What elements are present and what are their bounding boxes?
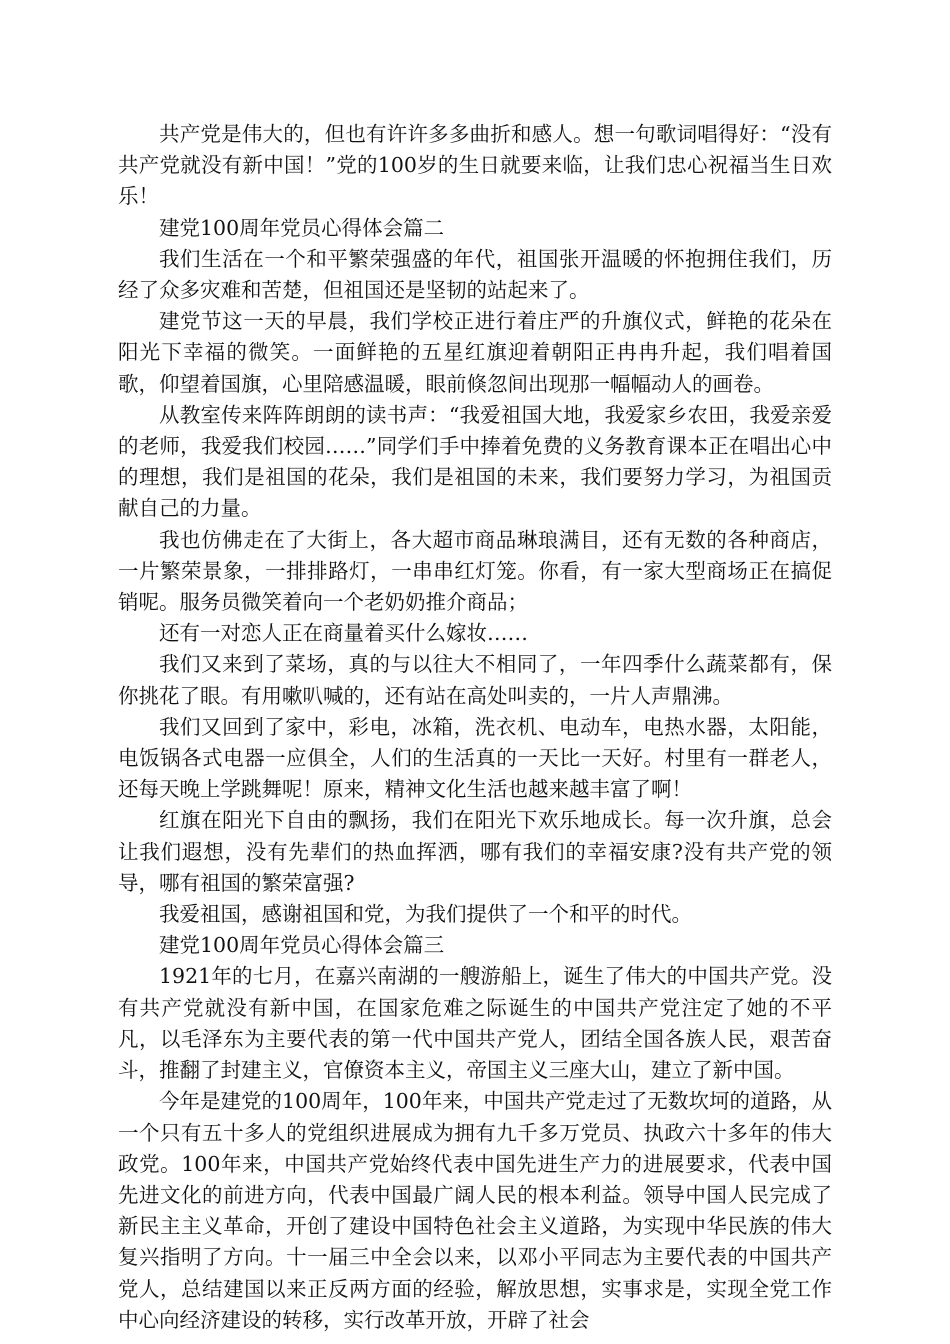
paragraph: 今年是建党的100周年，100年来，中国共产党走过了无数坎坷的道路，从一个只有五十多人的党组织进展成为拥有九千多万党员、执政六十多年的伟大政党。100年来，中国共产党始终代表中国先进生产力的进展要求，代表中国先进文化的前进方向，代表中国最广阔人民的根本利益。领导中国人民完成了新民主主义革命，开创了建设中国特色社会主义道路，为实现中华民族的伟大复兴指明了方向。十一届三中全会以来，以邓小平同志为主要代表的中国共产党人，总结建国以来正反两方面的经验，解放思想，实事求是，实现全党工作中心向经济建设的转移，实行改革开放，开辟了社会 [118,1089,832,1332]
paragraph: 建党节这一天的早晨，我们学校正进行着庄严的升旗仪式，鲜艳的花朵在阳光下幸福的微笑。一面鲜艳的五星红旗迎着朝阳正冉冉升起，我们唱着国歌，仰望着国旗，心里陪感温暖，眼前倏忽间出现那一幅幅动人的画卷。 [118,309,832,396]
paragraph: 我爱祖国，感谢祖国和党，为我们提供了一个和平的时代。 [159,902,692,927]
paragraph: 我们生活在一个和平繁荣强盛的年代，祖国张开温暖的怀抱拥住我们，历经了众多灾难和苦楚，但祖国还是坚韧的站起来了。 [118,246,832,303]
paragraph: 还有一对恋人正在商量着买什么嫁妆…… [159,621,528,646]
section-heading: 建党100周年党员心得体会篇三 [159,933,445,958]
paragraph: 我们又回到了家中，彩电，冰箱，洗衣机、电动车，电热水器，太阳能，电饭锅各式电器一应俱全，人们的生活真的一天比一天好。村里有一群老人，还每天晚上学跳舞呢！原来，精神文化生活也越来越丰富了啊！ [118,714,832,802]
paragraph: 我们又来到了菜场，真的与以往大不相同了，一年四季什么蔬菜都有，保你挑花了眼。有用嗽叭喊的，还有站在高处叫卖的，一片人声鼎沸。 [118,652,832,708]
paragraph: 共产党是伟大的，但也有许许多多曲折和感人。想一句歌词唱得好：“没有共产党就没有新中国！”党的100岁的生日就要来临，让我们忠心祝福当生日欢乐！ [118,122,832,209]
document-body [118,119,832,1336]
section-heading: 建党100周年党员心得体会篇二 [159,215,445,240]
paragraph: 从教室传来阵阵朗朗的读书声：“我爱祖国大地，我爱家乡农田，我爱亲爱的老师，我爱我们校园……”同学们手中捧着免费的义务教育课本正在唱出心中的理想，我们是祖国的花朵，我们是祖国的未来，我们要努力学习，为祖国贡献自己的力量。 [118,402,832,521]
paragraph: 1921年的七月，在嘉兴南湖的一艘游船上，诞生了伟大的中国共产党。没有共产党就没有新中国，在国家危难之际诞生的中国共产党注定了她的不平凡，以毛泽东为主要代表的第一代中国共产党人，团结全国各族人民，艰苦奋斗，推翻了封建主义，官僚资本主义，帝国主义三座大山，建立了新中国。 [118,964,832,1083]
paragraph: 红旗在阳光下自由的飘扬，我们在阳光下欢乐地成长。每一次升旗，总会让我们遐想，没有先辈们的热血挥洒，哪有我们的幸福安康?没有共产党的领导，哪有祖国的繁荣富强? [118,808,832,895]
paragraph: 我也仿佛走在了大街上，各大超市商品琳琅满目，还有无数的各种商店，一片繁荣景象，一排排路灯，一串串红灯笼。你看，有一家大型商场正在搞促销呢。服务员微笑着向一个老奶奶推介商品； [118,527,832,615]
